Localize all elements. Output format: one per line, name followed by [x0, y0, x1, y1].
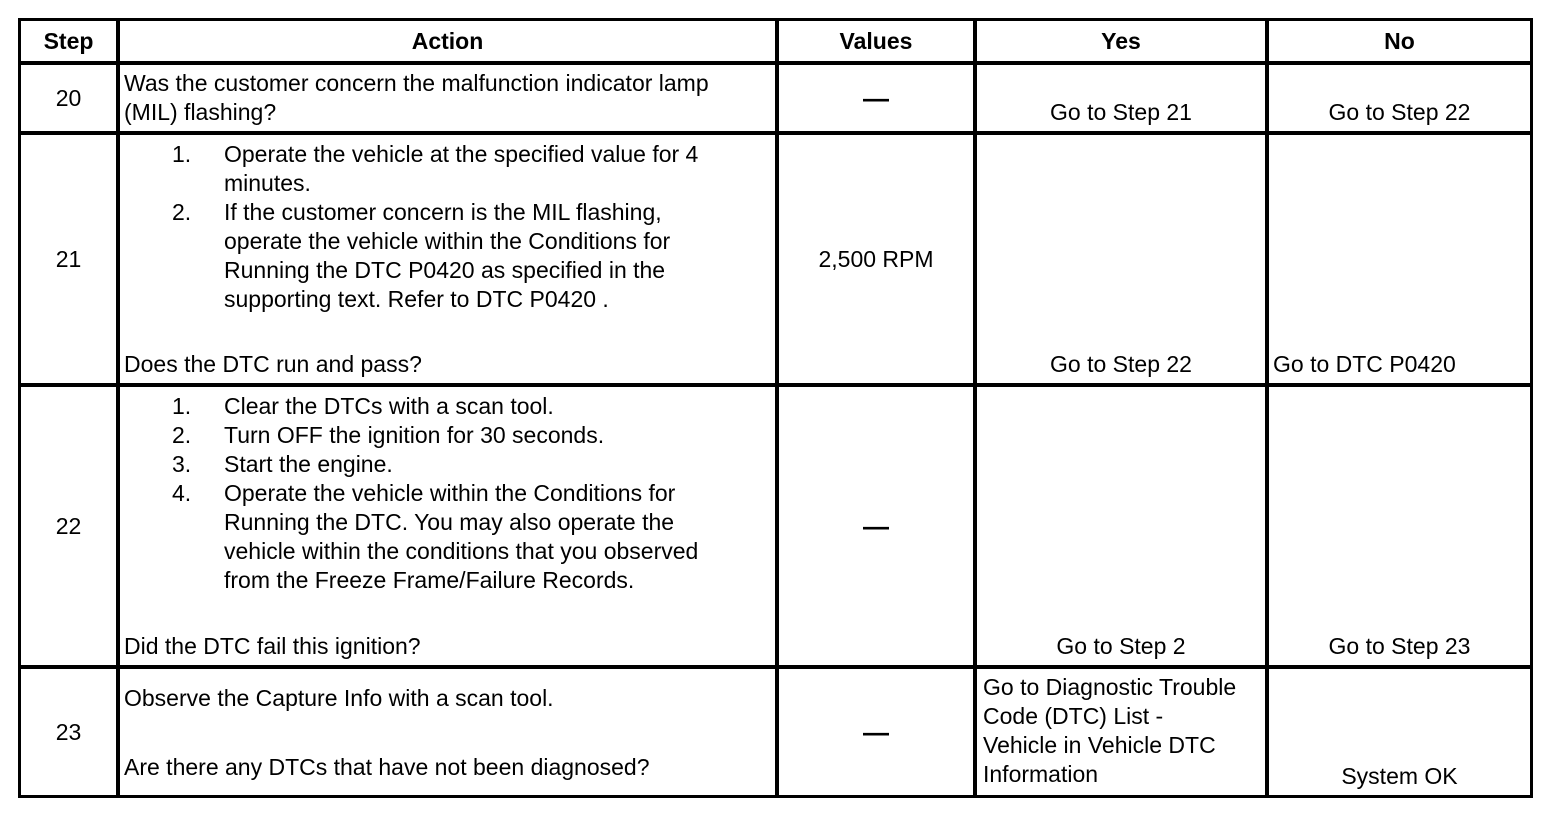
values-cell	[775, 65, 973, 131]
table-row	[21, 387, 1530, 669]
yes-cell	[973, 135, 1265, 383]
no-cell	[1265, 65, 1530, 131]
table-row	[21, 669, 1530, 795]
header-step: Step	[43, 27, 94, 54]
yes-text: Go to Step 2	[1056, 633, 1186, 659]
yes-cell	[973, 65, 1265, 131]
step-item-number: 1.	[172, 141, 192, 167]
step-item-line: supporting text. Refer to DTC P0420 .	[224, 286, 609, 312]
no-text: Go to DTC P0420	[1273, 351, 1456, 377]
action-line: (MIL) flashing?	[124, 99, 277, 125]
yes-text: Go to Step 21	[1050, 99, 1192, 125]
action-question: Does the DTC run and pass?	[124, 351, 422, 377]
step-number: 21	[55, 245, 82, 272]
table-row	[21, 65, 1530, 135]
no-cell	[1265, 387, 1530, 665]
yes-line: Code (DTC) List -	[983, 703, 1164, 729]
step-item-number: 3.	[172, 451, 192, 477]
step-item-line: operate the vehicle within the Conditions for	[224, 228, 671, 254]
values-text: 2,500 RPM	[818, 245, 934, 272]
no-text: System OK	[1341, 763, 1458, 789]
list-item	[120, 479, 765, 595]
yes-line: Information	[983, 761, 1099, 787]
no-text: Go to Step 22	[1328, 99, 1471, 125]
yes-cell	[973, 669, 1265, 795]
step-number: 22	[55, 512, 82, 539]
action-cell	[116, 65, 775, 131]
values-text: —	[863, 716, 889, 747]
step-number: 20	[55, 84, 82, 111]
yes-line: Vehicle in Vehicle DTC	[983, 732, 1216, 758]
action-line: Was the customer concern the malfunction indicator lamp	[124, 70, 709, 96]
step-item-line: Clear the DTCs with a scan tool.	[224, 393, 554, 419]
step-item-line: minutes.	[224, 170, 311, 196]
no-text: Go to Step 23	[1328, 633, 1471, 659]
step-item-line: Running the DTC P0420 as specified in the	[224, 257, 666, 283]
action-cell	[116, 669, 775, 795]
list-item	[120, 198, 765, 314]
values-cell	[775, 135, 973, 383]
header-values: Values	[775, 21, 973, 61]
step-item-line: Running the DTC. You may also operate the	[224, 509, 675, 535]
action-intro: Observe the Capture Info with a scan tool.	[124, 685, 554, 711]
action-question: Did the DTC fail this ignition?	[124, 633, 421, 659]
action-cell	[116, 387, 775, 665]
yes-line: Go to Diagnostic Trouble	[983, 674, 1237, 700]
action-question: Are there any DTCs that have not been diagnosed?	[124, 754, 650, 780]
table-row	[21, 135, 1530, 387]
header-yes: Yes	[973, 21, 1265, 61]
header-no: No	[1265, 21, 1530, 61]
step-item-number: 2.	[172, 199, 192, 225]
action-steps-list	[120, 392, 765, 595]
diagnostic-table	[18, 18, 1533, 798]
step-item-line: Operate the vehicle within the Conditions for	[224, 480, 676, 506]
step-item-line: Start the engine.	[224, 451, 393, 477]
yes-cell	[973, 387, 1265, 665]
step-item-number: 1.	[172, 393, 192, 419]
values-text: —	[863, 510, 889, 541]
values-cell	[775, 387, 973, 665]
header-action: Action	[116, 21, 775, 61]
step-item-line: Turn OFF the ignition for 30 seconds.	[224, 422, 605, 448]
step-number: 23	[55, 718, 82, 745]
list-item	[120, 392, 765, 421]
step-item-number: 4.	[172, 480, 192, 506]
step-item-line: Operate the vehicle at the specified value for 4	[224, 141, 699, 167]
step-item-line: If the customer concern is the MIL flashing,	[224, 199, 662, 225]
no-cell	[1265, 135, 1530, 383]
step-item-line: vehicle within the conditions that you observed	[224, 538, 699, 564]
action-cell	[116, 135, 775, 383]
yes-text: Go to Step 22	[1050, 351, 1192, 377]
list-item	[120, 140, 765, 198]
step-item-line: from the Freeze Frame/Failure Records.	[224, 567, 635, 593]
list-item	[120, 450, 765, 479]
no-cell	[1265, 669, 1530, 795]
table-header-row	[21, 21, 1530, 65]
step-item-number: 2.	[172, 422, 192, 448]
action-steps-list	[120, 140, 765, 314]
values-text: —	[863, 82, 889, 113]
values-cell	[775, 669, 973, 795]
list-item	[120, 421, 765, 450]
